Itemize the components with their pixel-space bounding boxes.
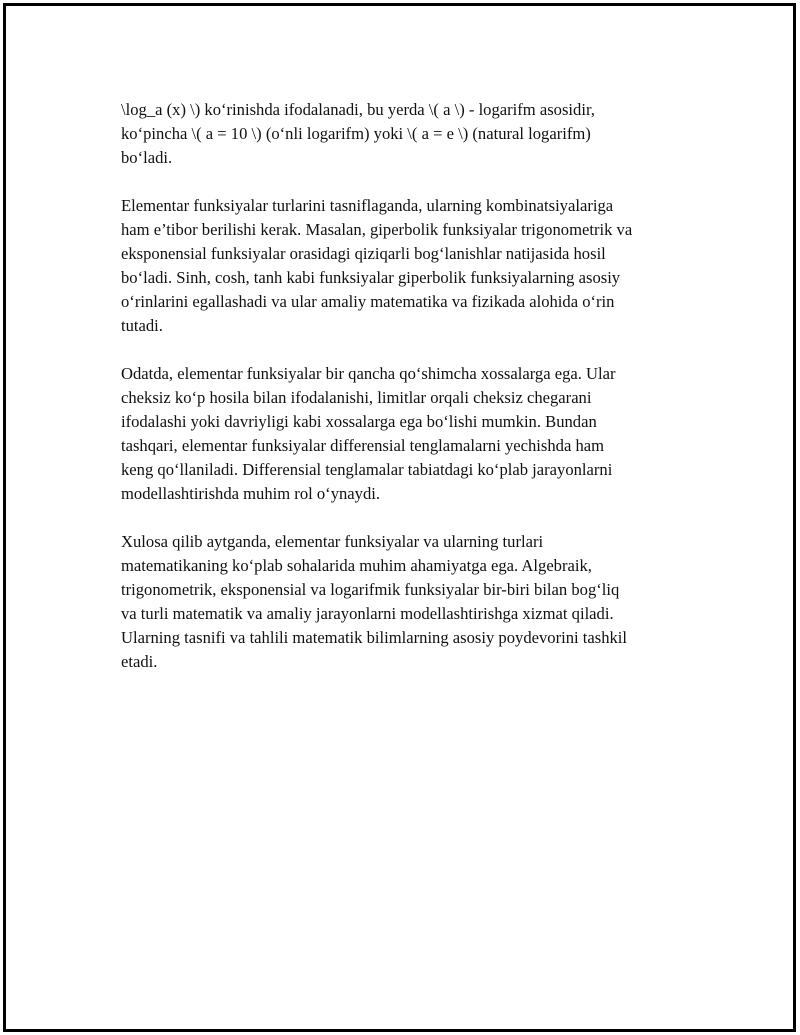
paragraph-logarithm: \log_a (x) \) ko‘rinishda ifodalanadi, bu yerda \( a \) - logarifm asosidir, ko‘pincha \( a = 10 \) (o‘nli logarifm) yoki \( a = e \) (natural logarifm) bo‘ladi. bbox=[121, 100, 595, 167]
document-body bbox=[121, 98, 711, 698]
paragraph-conclusion: Xulosa qilib aytganda, elementar funksiyalar va ularning turlari matematikaning ko‘plab sohalarida muhim ahamiyatga ega. Algebraik, trigonometrik, eksponensial va logarifmik funksiyalar bir-biri bilan bog‘liq va turli matematik va amaliy jarayonlarni modellashtirishga xizmat qiladi. Ularning tasnifi va tahlili matematik bilimlarning asosiy poydevorini tashkil etadi. bbox=[121, 532, 628, 671]
paragraph-properties: Odatda, elementar funksiyalar bir qancha qo‘shimcha xossalarga ega. Ular cheksiz ko‘p hosila bilan ifodalanishi, limitlar orqali cheksiz chegarani ifodalashi yoki davriyligi kabi xossalarga ega bo‘lishi mumkin. Bundan tashqari, elementar funksiyalar differensial tenglamalarni yechishda ham keng qo‘llaniladi. Differensial tenglamalar tabiatdagi ko‘plab jarayonlarni modellashtirishda muhim rol o‘ynaydi. bbox=[121, 364, 616, 503]
document-page bbox=[3, 3, 796, 1032]
paragraph-hyperbolic: Elementar funksiyalar turlarini tasniflaganda, ularning kombinatsiyalariga ham e’tibor berilishi kerak. Masalan, giperbolik funksiyalar trigonometrik va eksponensial funksiyalar orasidagi qiziqarli bog‘lanishlar natijasida hosil bo‘ladi. Sinh, cosh, tanh kabi funksiyalar giperbolik funksiyalarning asosiy o‘rinlarini egallashadi va ular amaliy matematika va fizikada alohida o‘rin tutadi. bbox=[121, 196, 633, 335]
